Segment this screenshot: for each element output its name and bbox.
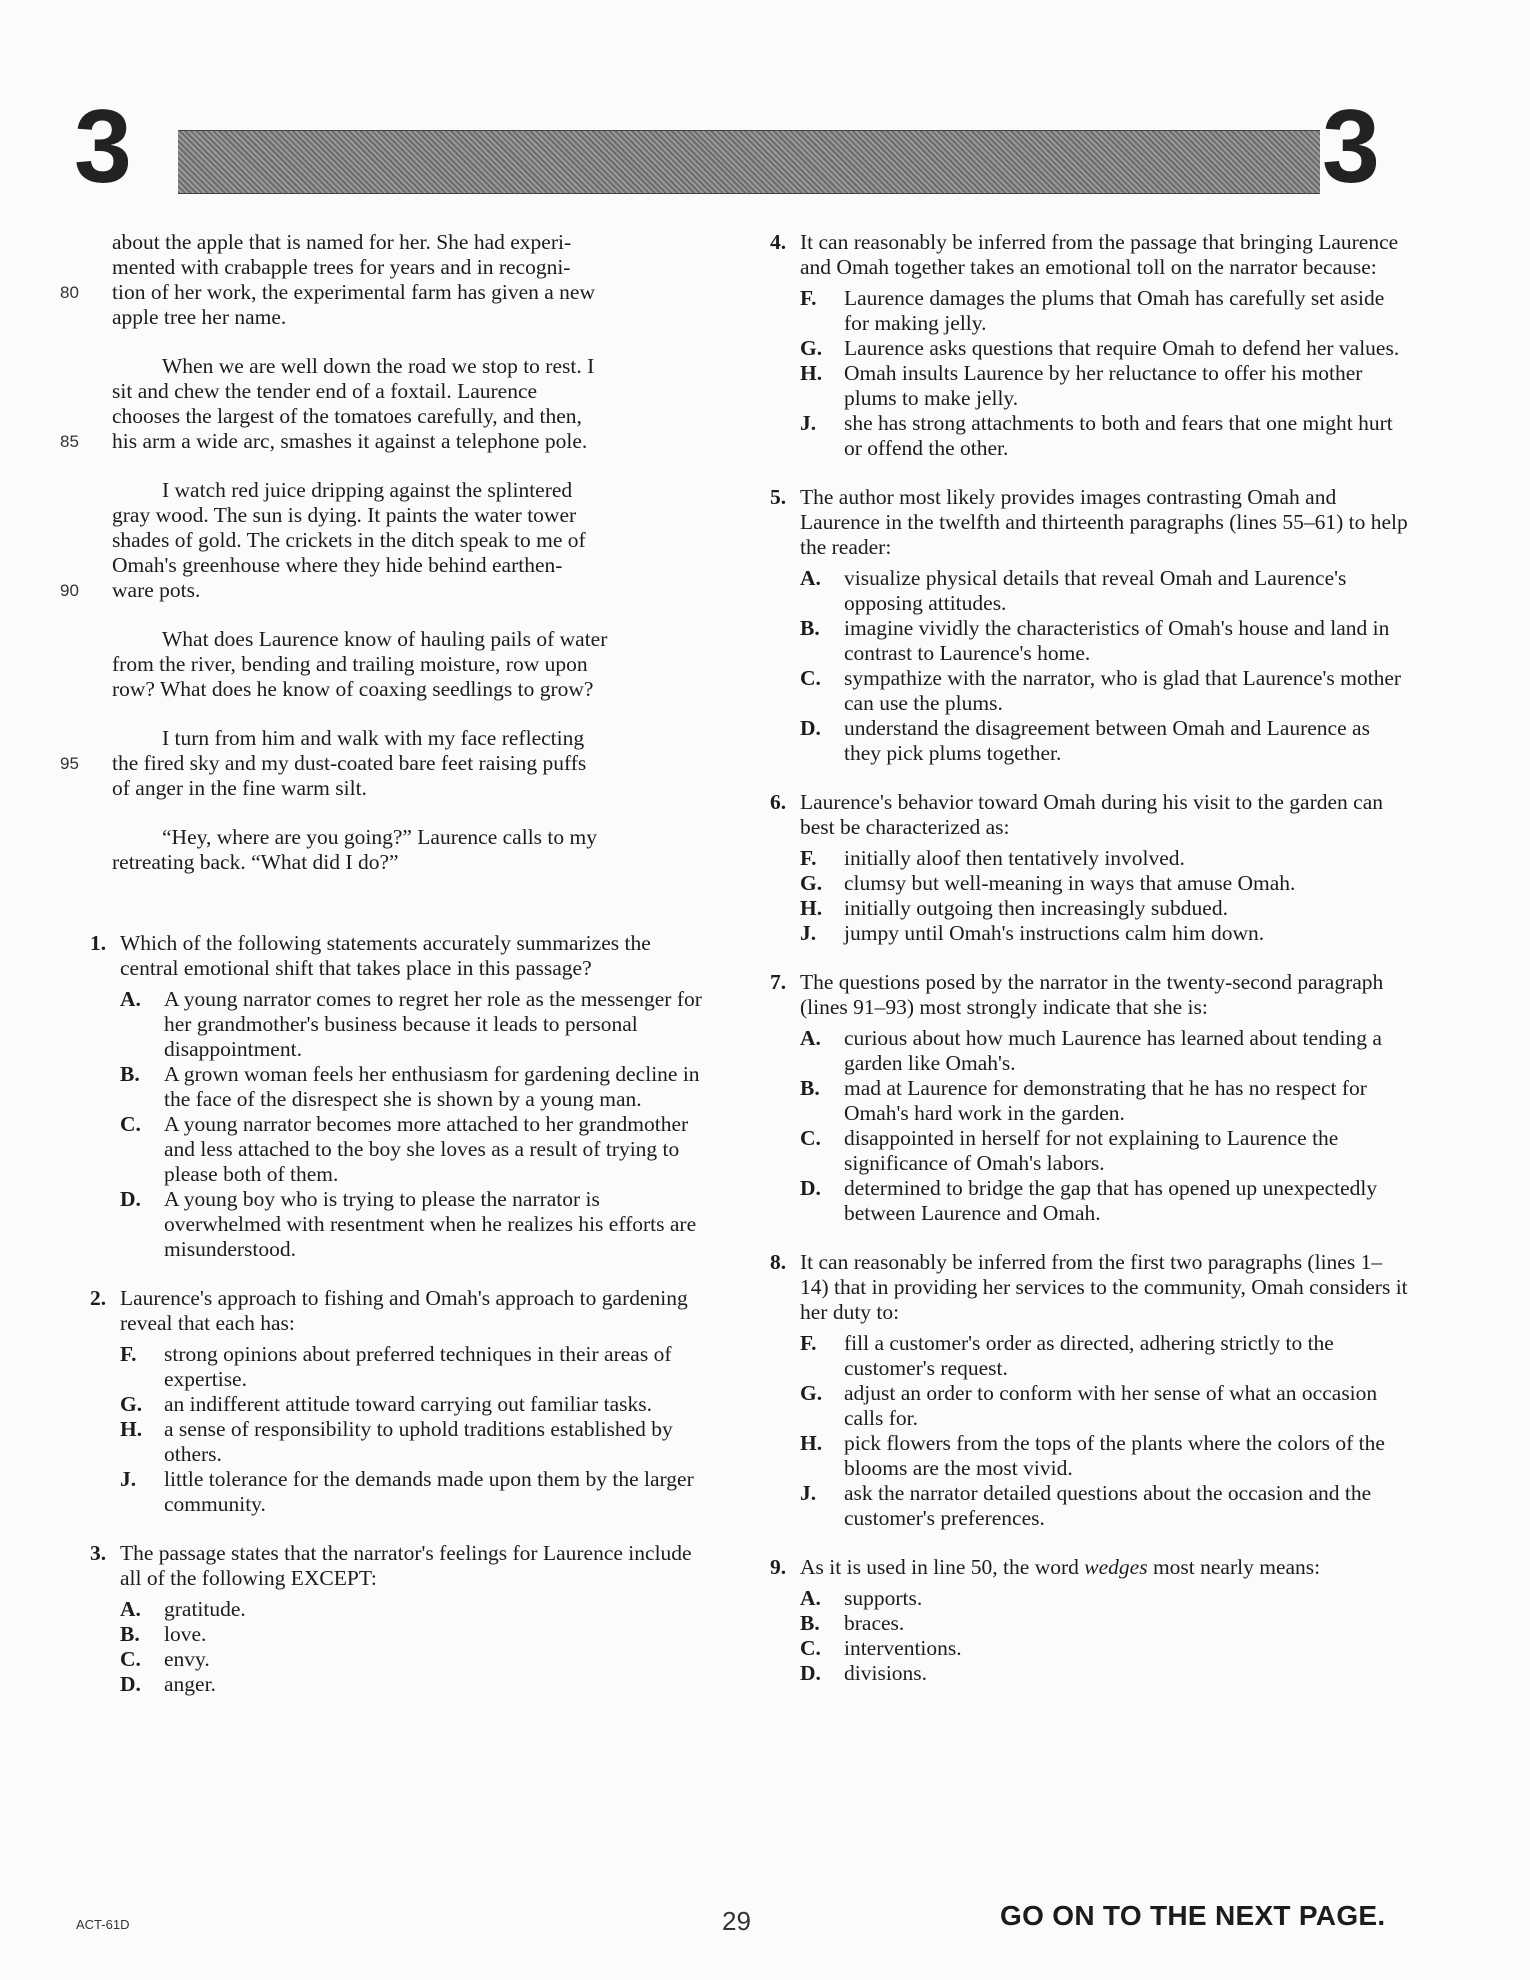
answer-choices	[800, 1331, 1408, 1531]
passage-line: What does Laurence know of hauling pails of water	[162, 627, 608, 651]
choice-letter: J.	[120, 1467, 137, 1491]
answer-choice	[120, 1392, 710, 1417]
choice-letter: J.	[800, 921, 817, 945]
choice-letter: D.	[120, 1672, 141, 1696]
passage-paragraph	[60, 478, 710, 603]
choice-letter: A.	[800, 566, 821, 590]
choice-letter: G.	[800, 871, 823, 895]
answer-choice	[800, 666, 1408, 716]
question-2	[90, 1286, 710, 1517]
line-number: 85	[60, 432, 79, 451]
question-row	[770, 485, 1408, 560]
question-row	[90, 1286, 710, 1336]
choice-letter: B.	[800, 1611, 820, 1635]
answer-choice	[120, 1467, 710, 1517]
answer-choice	[800, 361, 1408, 411]
question-number: 8.	[770, 1250, 787, 1274]
choice-letter: F.	[800, 1331, 817, 1355]
question-number: 3.	[90, 1541, 107, 1565]
answer-choice	[800, 871, 1408, 896]
question-stem: Laurence's approach to fishing and Omah's approach to gardening reveal that each has:	[120, 1286, 688, 1335]
passage-line: retreating back. “What did I do?”	[112, 850, 399, 874]
choice-text: gratitude.	[164, 1597, 246, 1621]
stem-emphasis: wedges	[1084, 1555, 1148, 1579]
question-number: 7.	[770, 970, 787, 994]
passage-line-text: the fired sky and my dust-coated bare feet raising puffs	[112, 751, 587, 775]
question-6	[770, 790, 1408, 946]
question-stem	[800, 1555, 1408, 1580]
question-row	[770, 970, 1408, 1020]
choice-letter: A.	[800, 1586, 821, 1610]
answer-choices	[800, 1026, 1408, 1226]
choice-text: love.	[164, 1622, 207, 1646]
question-list-left	[90, 931, 710, 1697]
choice-letter: G.	[800, 1381, 823, 1405]
choice-letter: F.	[120, 1342, 137, 1366]
choice-letter: C.	[800, 1636, 821, 1660]
choice-text: a sense of responsibility to uphold traditions established by others.	[164, 1417, 673, 1466]
passage-line: about the apple that is named for her. She had experi-	[112, 230, 572, 254]
question-stem: Laurence's behavior toward Omah during his visit to the garden can best be characterized as:	[800, 790, 1383, 839]
answer-choice	[120, 1417, 710, 1467]
question-5	[770, 485, 1408, 766]
choice-letter: G.	[800, 336, 823, 360]
answer-choice	[800, 1176, 1408, 1226]
answer-choice	[120, 1622, 710, 1647]
answer-choice	[120, 1187, 710, 1262]
choice-letter: D.	[800, 1176, 821, 1200]
stem-text-after: most nearly means:	[1147, 1555, 1321, 1579]
passage-paragraph	[60, 726, 710, 801]
answer-choice	[800, 616, 1408, 666]
stem-text-before: As it is used in line 50, the word	[800, 1555, 1085, 1579]
choice-text: initially outgoing then increasingly subdued.	[844, 896, 1228, 920]
choice-letter: C.	[800, 1126, 821, 1150]
answer-choice	[800, 1126, 1408, 1176]
left-column	[60, 230, 710, 1721]
passage-line: chooses the largest of the tomatoes carefully, and then,	[112, 404, 582, 428]
answer-choice	[120, 1647, 710, 1672]
passage-line: I watch red juice dripping against the splintered	[162, 478, 573, 502]
answer-choice	[800, 716, 1408, 766]
choice-letter: H.	[800, 896, 823, 920]
choice-text: A young narrator becomes more attached to her grandmother and less attached to the boy she loves as a result of trying to please both of them.	[164, 1112, 689, 1186]
passage-line: gray wood. The sun is dying. It paints the water tower	[112, 503, 577, 527]
passage-line	[60, 280, 710, 305]
choice-text: visualize physical details that reveal Omah and Laurence's opposing attitudes.	[844, 566, 1347, 615]
choice-text: jumpy until Omah's instructions calm him down.	[844, 921, 1265, 945]
question-stem: The questions posed by the narrator in the twenty-second paragraph (lines 91–93) most strongly indicate that she is:	[800, 970, 1384, 1019]
passage-line: Omah's greenhouse where they hide behind earthen-	[112, 553, 563, 577]
answer-choice	[800, 1381, 1408, 1431]
answer-choice	[800, 1431, 1408, 1481]
answer-choice	[800, 1026, 1408, 1076]
choice-text: clumsy but well-meaning in ways that amuse Omah.	[844, 871, 1296, 895]
answer-choice	[800, 1076, 1408, 1126]
choice-letter: C.	[800, 666, 821, 690]
choice-text: she has strong attachments to both and fears that one might hurt or offend the other.	[844, 411, 1393, 460]
answer-choice	[120, 987, 710, 1062]
choice-letter: A.	[800, 1026, 821, 1050]
question-stem: It can reasonably be inferred from the passage that bringing Laurence and Omah together takes an emotional toll on the narrator because:	[800, 230, 1399, 279]
question-row	[770, 230, 1408, 280]
answer-choice	[800, 411, 1408, 461]
choice-letter: C.	[120, 1112, 141, 1136]
choice-text: pick flowers from the tops of the plants where the colors of the blooms are the most vivid.	[844, 1431, 1385, 1480]
choice-text: Laurence asks questions that require Omah to defend her values.	[844, 336, 1400, 360]
answer-choice	[120, 1062, 710, 1112]
choice-text: initially aloof then tentatively involved.	[844, 846, 1185, 870]
choice-text: divisions.	[844, 1661, 928, 1685]
choice-text: understand the disagreement between Omah and Laurence as they pick plums together.	[844, 716, 1370, 765]
choice-text: interventions.	[844, 1636, 962, 1660]
line-number: 90	[60, 581, 79, 600]
choice-text: little tolerance for the demands made upon them by the larger community.	[164, 1467, 694, 1516]
answer-choices	[800, 846, 1408, 946]
question-7	[770, 970, 1408, 1226]
passage-line: “Hey, where are you going?” Laurence calls to my	[162, 825, 597, 849]
passage-line: I turn from him and walk with my face reflecting	[162, 726, 585, 750]
answer-choices	[800, 1586, 1408, 1686]
answer-choice	[800, 1331, 1408, 1381]
question-8	[770, 1250, 1408, 1531]
question-stem: It can reasonably be inferred from the first two paragraphs (lines 1–14) that in providing her services to the community, Omah considers it her duty to:	[800, 1250, 1408, 1324]
choice-letter: B.	[120, 1062, 140, 1086]
answer-choice	[800, 921, 1408, 946]
choice-text: ask the narrator detailed questions about the occasion and the customer's preferences.	[844, 1481, 1372, 1530]
choice-text: adjust an order to conform with her sense of what an occasion calls for.	[844, 1381, 1378, 1430]
choice-letter: F.	[800, 846, 817, 870]
passage-paragraph	[60, 230, 710, 330]
choice-letter: F.	[800, 286, 817, 310]
section-number-left: 3	[74, 89, 132, 205]
choice-letter: H.	[120, 1417, 143, 1441]
question-number: 9.	[770, 1555, 787, 1579]
section-header-bar	[178, 130, 1320, 194]
passage-line: row? What does he know of coaxing seedlings to grow?	[112, 677, 594, 701]
passage-paragraph	[60, 354, 710, 454]
passage-line-text: tion of her work, the experimental farm has given a new	[112, 280, 595, 304]
page-number: 29	[722, 1906, 751, 1936]
question-3	[90, 1541, 710, 1697]
answer-choice	[120, 1112, 710, 1187]
choice-text: an indifferent attitude toward carrying out familiar tasks.	[164, 1392, 652, 1416]
passage-line-text: ware pots.	[112, 578, 201, 602]
question-list-right	[770, 230, 1408, 1686]
passage-line: apple tree her name.	[112, 305, 287, 329]
answer-choice	[800, 566, 1408, 616]
passage-line: When we are well down the road we stop to rest. I	[162, 354, 595, 378]
question-9	[770, 1555, 1408, 1686]
question-stem: The passage states that the narrator's feelings for Laurence include all of the following EXCEPT:	[120, 1541, 692, 1590]
choice-letter: A.	[120, 1597, 141, 1621]
passage-line: mented with crabapple trees for years and in recogni-	[112, 255, 571, 279]
question-row	[90, 931, 710, 981]
question-row	[770, 1250, 1408, 1325]
passage-line-text: his arm a wide arc, smashes it against a telephone pole.	[112, 429, 588, 453]
passage-line: shades of gold. The crickets in the ditch speak to me of	[112, 528, 586, 552]
choice-text: anger.	[164, 1672, 216, 1696]
go-on-notice: GO ON TO THE NEXT PAGE.	[1000, 1900, 1386, 1931]
choice-text: A young boy who is trying to please the narrator is overwhelmed with resentment when he realizes his efforts are misunderstood.	[164, 1187, 697, 1261]
question-row	[770, 790, 1408, 840]
choice-letter: A.	[120, 987, 141, 1011]
section-number-right: 3	[1322, 89, 1380, 205]
choice-text: A grown woman feels her enthusiasm for gardening decline in the face of the disrespect she is shown by a young man.	[164, 1062, 700, 1111]
choice-text: Laurence damages the plums that Omah has carefully set aside for making jelly.	[844, 286, 1385, 335]
answer-choices	[120, 1597, 710, 1697]
passage-line: from the river, bending and trailing moisture, row upon	[112, 652, 588, 676]
answer-choice	[120, 1342, 710, 1392]
answer-choices	[120, 1342, 710, 1517]
choice-text: mad at Laurence for demonstrating that he has no respect for Omah's hard work in the garden.	[844, 1076, 1367, 1125]
right-column	[770, 230, 1408, 1710]
choice-letter: B.	[800, 616, 820, 640]
choice-letter: D.	[800, 1661, 821, 1685]
choice-text: envy.	[164, 1647, 210, 1671]
choice-letter: D.	[800, 716, 821, 740]
choice-letter: H.	[800, 361, 823, 385]
choice-text: imagine vividly the characteristics of Omah's house and land in contrast to Laurence's home.	[844, 616, 1390, 665]
answer-choice	[800, 896, 1408, 921]
answer-choices	[800, 286, 1408, 461]
choice-text: determined to bridge the gap that has opened up unexpectedly between Laurence and Omah.	[844, 1176, 1378, 1225]
answer-choice	[800, 1481, 1408, 1531]
question-stem: The author most likely provides images contrasting Omah and Laurence in the twelfth and thirteenth paragraphs (lines 55–61) to help the reader:	[800, 485, 1408, 559]
question-number: 5.	[770, 485, 787, 509]
answer-choice	[800, 1636, 1408, 1661]
choice-letter: H.	[800, 1431, 823, 1455]
choice-text: disappointed in herself for not explaining to Laurence the significance of Omah's labors.	[844, 1126, 1339, 1175]
question-4	[770, 230, 1408, 461]
question-row	[770, 1555, 1408, 1580]
passage-line: of anger in the fine warm silt.	[112, 776, 367, 800]
choice-letter: J.	[800, 411, 817, 435]
answer-choices	[800, 566, 1408, 766]
choice-letter: D.	[120, 1187, 141, 1211]
question-stem: Which of the following statements accurately summarizes the central emotional shift that takes place in this passage?	[120, 931, 651, 980]
answer-choice	[800, 1661, 1408, 1686]
question-number: 1.	[90, 931, 107, 955]
answer-choice	[800, 336, 1408, 361]
choice-text: sympathize with the narrator, who is glad that Laurence's mother can use the plums.	[844, 666, 1402, 715]
passage-line: sit and chew the tender end of a foxtail. Laurence	[112, 379, 538, 403]
form-code: ACT-61D	[76, 1917, 130, 1932]
passage-line	[60, 429, 710, 454]
choice-text: A young narrator comes to regret her role as the messenger for her grandmother's business because it leads to personal disappointment.	[164, 987, 702, 1061]
choice-text: supports.	[844, 1586, 923, 1610]
question-number: 2.	[90, 1286, 107, 1310]
choice-text: fill a customer's order as directed, adhering strictly to the customer's request.	[844, 1331, 1334, 1380]
question-number: 4.	[770, 230, 787, 254]
passage-line	[60, 578, 710, 603]
answer-choice	[800, 1586, 1408, 1611]
line-number: 80	[60, 283, 79, 302]
answer-choice	[800, 286, 1408, 336]
choice-text: curious about how much Laurence has learned about tending a garden like Omah's.	[844, 1026, 1382, 1075]
line-number: 95	[60, 754, 79, 773]
answer-choice	[800, 846, 1408, 871]
answer-choice	[120, 1672, 710, 1697]
question-number: 6.	[770, 790, 787, 814]
choice-letter: B.	[800, 1076, 820, 1100]
choice-text: braces.	[844, 1611, 905, 1635]
passage-paragraph	[112, 627, 710, 702]
choice-letter: G.	[120, 1392, 143, 1416]
answer-choice	[120, 1597, 710, 1622]
choice-letter: B.	[120, 1622, 140, 1646]
choice-letter: C.	[120, 1647, 141, 1671]
passage-paragraph	[112, 825, 710, 875]
question-row	[90, 1541, 710, 1591]
answer-choice	[800, 1611, 1408, 1636]
passage-text	[60, 230, 710, 875]
choice-letter: J.	[800, 1481, 817, 1505]
answer-choices	[120, 987, 710, 1262]
choice-text: Omah insults Laurence by her reluctance to offer his mother plums to make jelly.	[844, 361, 1363, 410]
question-1	[90, 931, 710, 1262]
choice-text: strong opinions about preferred techniques in their areas of expertise.	[164, 1342, 672, 1391]
passage-line	[60, 751, 710, 776]
